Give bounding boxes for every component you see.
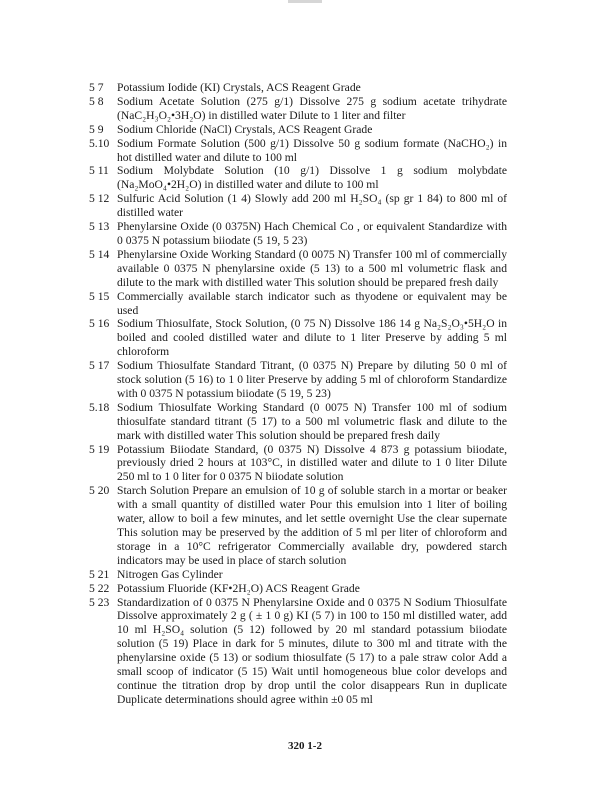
reagent-list (89, 81, 507, 707)
item-number: 5 20 (89, 484, 110, 498)
item-text: Sodium Molybdate Solution (10 g/1) Dissolve 1 g sodium molybdate (Na₂MoO₄•2H₂O) in distilled water and dilute to 100 ml (117, 164, 507, 192)
item-number: 5 21 (89, 567, 110, 581)
list-item (89, 248, 507, 290)
item-text: Phenylarsine Oxide (0 0375N) Hach Chemical Co , or equivalent Standardize with 0 0375 N potassium biiodate (5 19, 5 23) (117, 220, 507, 247)
item-text: Potassium Iodide (KI) Crystals, ACS Reagent Grade (117, 81, 361, 94)
list-item (89, 192, 507, 220)
item-text: Potassium Fluoride (KF•2H₂O) ACS Reagent Grade (117, 581, 360, 595)
list-item (89, 164, 507, 192)
item-text: Phenylarsine Oxide Working Standard (0 0075 N) Transfer 100 ml of commercially available 0 0375 N phenylarsine oxide (5 13) to a 500 ml volumetric flask and dilute to the mark with distilled water This solution should be prepared fresh daily (117, 247, 507, 289)
scan-artifact (288, 0, 322, 3)
item-number: 5 11 (89, 164, 109, 178)
list-item (89, 359, 507, 401)
list-item (89, 443, 507, 485)
list-item (89, 596, 507, 707)
list-item (89, 582, 507, 596)
item-number: 5.10 (89, 136, 110, 150)
item-text: Sodium Chloride (NaCl) Crystals, ACS Reagent Grade (117, 122, 373, 136)
item-text: Sulfuric Acid Solution (1 4) Slowly add 200 ml H₂SO₄ (sp gr 1 84) to 800 ml of distilled water (117, 192, 507, 220)
item-number: 5 16 (89, 317, 110, 331)
item-text: Nitrogen Gas Cylinder (117, 567, 223, 581)
item-text: Sodium Thiosulfate Working Standard (0 0075 N) Transfer 100 ml of sodium thiosulfate standard titrant (5 17) to a 500 ml volumetric flask and dilute to the mark with distilled water This solution should be prepared fresh daily (117, 400, 507, 442)
item-number: 5 19 (89, 442, 110, 456)
item-text: Potassium Biiodate Standard, (0 0375 N) Dissolve 4 873 g potassium biiodate, previously dried 2 hours at 103°C, in distilled water and dilute to 1 0 liter Dilute 250 ml to 1 0 liter for 0 0375 N biiodate solution (117, 442, 507, 484)
page-number: 320 1-2 (288, 739, 322, 752)
list-item (89, 568, 507, 582)
item-text: Starch Solution Prepare an emulsion of 10 g of soluble starch in a mortar or beaker with a small quantity of distilled water Pour this emulsion into 1 liter of boiling water, allow to boil a few minutes, and let settle overnight Use the clear supernate This solution may be preserved by the addition of 5 ml per liter of chloroform and storage in a 10°C refrigerator Commercially available dry, powdered starch indicators may be used in place of starch solution (117, 484, 507, 567)
item-number: 5 8 (89, 94, 104, 108)
item-text: Sodium Formate Solution (500 g/1) Dissolve 50 g sodium formate (NaCHO₂) in hot distilled water and dilute to 100 ml (117, 136, 507, 164)
item-number: 5 7 (89, 81, 104, 94)
list-item (89, 137, 507, 165)
item-text: Sodium Thiosulfate, Stock Solution, (0 75 N) Dissolve 186 14 g Na₂S₂O₃•5H₂O in boiled and cooled distilled water and dilute to 1 liter Preserve by adding 5 ml chloroform (117, 317, 507, 359)
list-item (89, 123, 507, 137)
item-text: Sodium Thiosulfate Standard Titrant, (0 0375 N) Prepare by diluting 50 0 ml of stock solution (5 16) to 1 0 liter Preserve by adding 5 ml of chloroform Standardize with 0 0375 N potassium biiodate (5 19, 5 23) (117, 359, 507, 400)
list-item (89, 95, 507, 123)
list-item (89, 81, 507, 95)
list-item (89, 317, 507, 359)
list-item (89, 290, 507, 318)
list-item (89, 220, 507, 248)
list-item (89, 401, 507, 443)
item-number: 5 23 (89, 595, 110, 609)
item-number: 5 9 (89, 122, 104, 136)
item-number: 5.18 (89, 400, 110, 414)
item-text: Commercially available starch indicator such as thyodene or equivalent may be used (117, 289, 507, 317)
item-number: 5 12 (89, 192, 110, 206)
item-number: 5 14 (89, 247, 110, 261)
item-number: 5 13 (89, 220, 110, 234)
item-number: 5 15 (89, 289, 110, 303)
list-item (89, 484, 507, 567)
item-text: Standardization of 0 0375 N Phenylarsine Oxide and 0 0375 N Sodium Thiosulfate Dissolve approximately 2 g ( ± 1 0 g) KI (5 7) in 100 to 150 ml distilled water, add 10 ml H₂SO₄ solution (5 12) followed by 20 ml standard potassium biiodate solution (5 19) Place in dark for 5 minutes, dilute to 300 ml and titrate with the phenylarsine oxide (5 13) or sodium thiosulfate (5 17) to a pale straw color Add a small scoop of indicator (5 15) Wait until homogeneous blue color develops and continue the titration drop by drop until the color disappears Run in duplicate Duplicate determinations should agree within ±0 05 ml (117, 595, 507, 706)
item-text: Sodium Acetate Solution (275 g/1) Dissolve 275 g sodium acetate trihydrate (NaC₂H₃O₂•3H₂O) in distilled water Dilute to 1 liter and filter (117, 94, 507, 122)
item-number: 5 22 (89, 581, 110, 595)
item-number: 5 17 (89, 359, 110, 373)
